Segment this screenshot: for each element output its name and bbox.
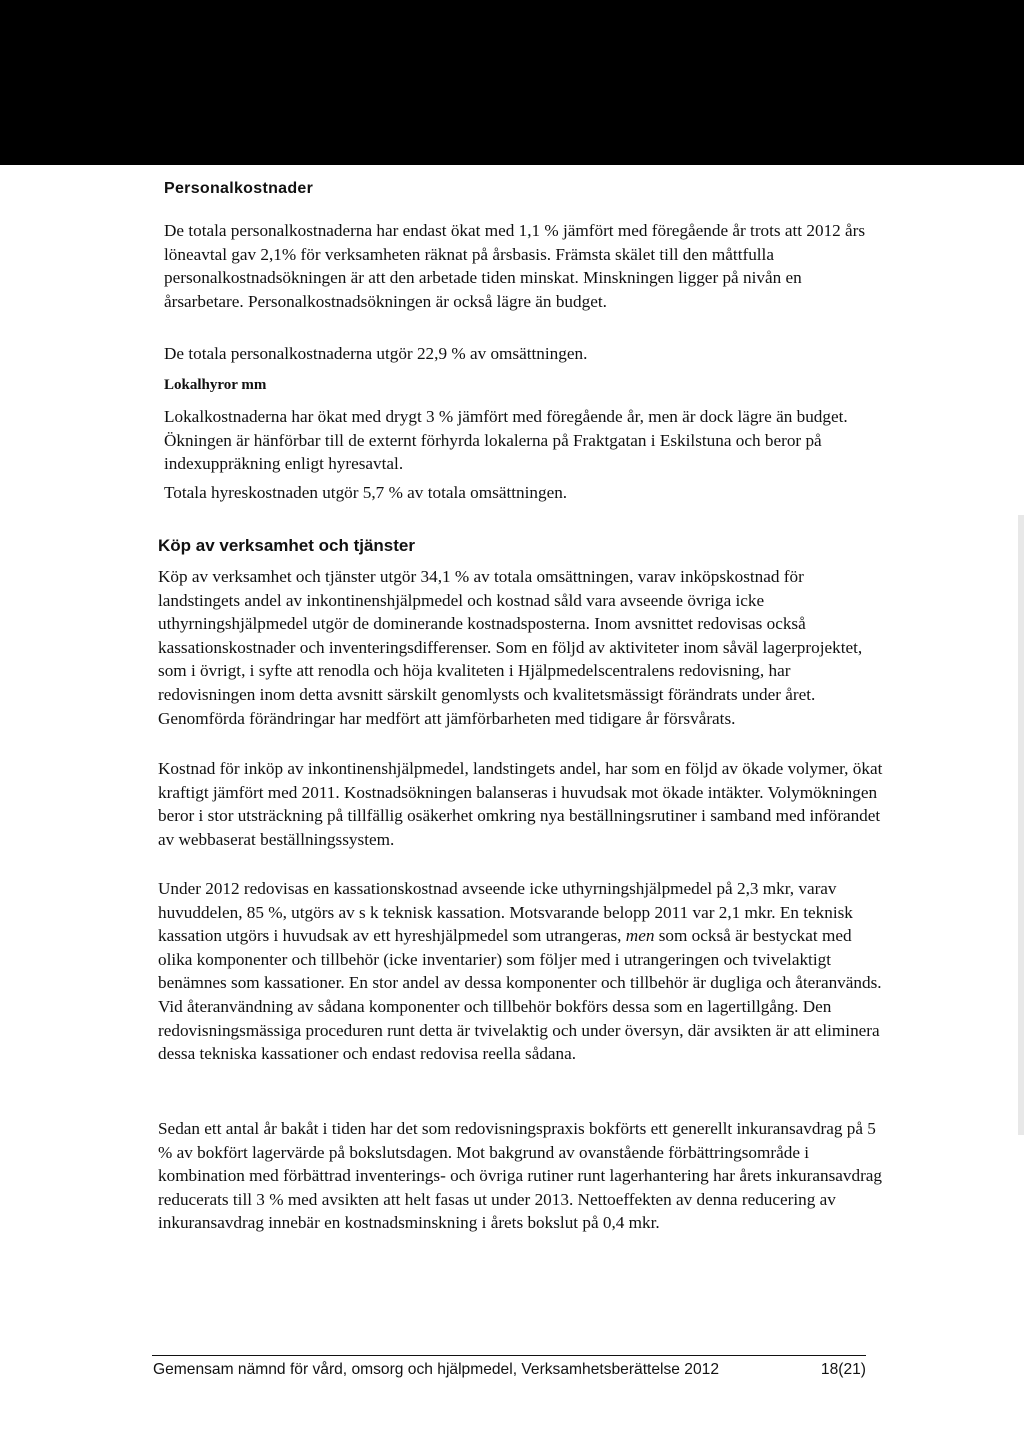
emphasis-men: men xyxy=(625,926,655,946)
paragraph-kop-3-part-1: Under 2012 redovisas en kassationskostnad avseende icke uthyrningshjälpmedel på 2,3 mkr, varav huvuddelen, 85 %, utgörs av s k teknisk kassation. Motsvarande belopp 2011 var 2,1 mkr. En teknisk kassation utgörs i huvudsak av ett hyreshjälpmedel som utrangeras, xyxy=(158,879,853,946)
heading-lokalhyror: Lokalhyror mm xyxy=(164,377,267,393)
heading-personalkostnader: Personalkostnader xyxy=(164,180,314,197)
footer-title: Gemensam nämnd för vård, omsorg och hjälpmedel, Verksamhetsberättelse 2012 xyxy=(153,1361,719,1378)
paragraph-kop-4: Sedan ett antal år bakåt i tiden har det som redovisningspraxis bokförts ett generellt inkuransavdrag på 5 % av bokfört lagervärde på bokslutsdagen. Mot bakgrund av ovanstående förbättringsområde i kombination med förbättrad inventerings- och övriga rutiner runt lagerhantering har årets inkuransavdrag reducerats till 3 % med avsikten att helt fasas ut under 2013. Nettoeffekten av denna reducering av inkuransavdrag innebär en kostnadsminskning i årets bokslut på 0,4 mkr. xyxy=(158,1119,883,1233)
paragraph-kop-1: Köp av verksamhet och tjänster utgör 34,1 % av totala omsättningen, varav inköpskostnad för landstingets andel av inkontinenshjälpmedel och kostnad såld vara avseende övriga icke uthyrningshjälpmedel utgör de dominerande kostnadsposterna. Inom avsnittet redovisas också kassationskostnader och inventeringsdifferenser. Som en följd av aktiviteter inom såväl lagerprojektet, som i övrigt, i syfte att renodla och höja kvaliteten i Hjälpmedelscentralens redovisning, har redovisningen inom detta avsnitt särskilt genomlysts och kvalitetsmässigt förändrats under året. Genomförda förändringar har medfört att jämförbarheten med tidigare år försvårats. xyxy=(158,567,863,728)
paragraph-personal-2: De totala personalkostnaderna utgör 22,9 % av omsättningen. xyxy=(164,344,588,363)
paragraph-kop-3-part-2: som också är bestyckat med olika komponenter och tillbehör (icke inventarier) som följer med i utrangeringen och tvivelaktigt benämnes som kassationer. En stor andel av dessa komponenter och tillbehör är dugliga och återanvänds. Vid återanvändning av sådana komponenter och tillbehör bokförs dessa som en lagertillgång. Den redovisningsmässiga proceduren runt detta är tvivelaktig och under översyn, där avsikten är att eliminera dessa tekniska kassationer och endast redovisa reella sådana. xyxy=(158,926,882,1064)
paragraph-kop-2: Kostnad för inköp av inkontinenshjälpmedel, landstingets andel, har som en följd av ökade volymer, ökat kraftigt jämfört med 2011. Kostnadsökningen balanseras i huvudsak mot ökade intäkter. Volymökningen beror i stor utsträckning på tillfällig osäkerhet omkring nya beställningsrutiner i samband med införandet av webbaserat beställningssystem. xyxy=(158,759,883,849)
paragraph-personal-1: De totala personalkostnaderna har endast ökat med 1,1 % jämfört med föregående år trots att 2012 års löneavtal gav 2,1% för verksamheten räknat på årsbasis. Främsta skälet till den måttfulla personalkostnadsökningen är att den arbetade tiden minskat. Minskningen ligger på nivån en årsarbetare. Personalkostnadsökningen är också lägre än budget. xyxy=(164,221,866,311)
footer-divider xyxy=(152,1355,866,1356)
footer-page-number: 18(21) xyxy=(820,1361,866,1378)
paragraph-lokal-2: Totala hyreskostnaden utgör 5,7 % av totala omsättningen. xyxy=(164,483,568,502)
heading-kop-av-verksamhet: Köp av verksamhet och tjänster xyxy=(158,536,415,555)
paragraph-lokal-1: Lokalkostnaderna har ökat med drygt 3 % jämfört med föregående år, men är dock lägre än budget. Ökningen är hänförbar till de externt förhyrda lokalerna på Fraktgatan i Eskilstuna och beror på indexuppräkning enligt hyresavtal. xyxy=(164,407,848,474)
paragraph-kop-3 xyxy=(158,877,884,1066)
